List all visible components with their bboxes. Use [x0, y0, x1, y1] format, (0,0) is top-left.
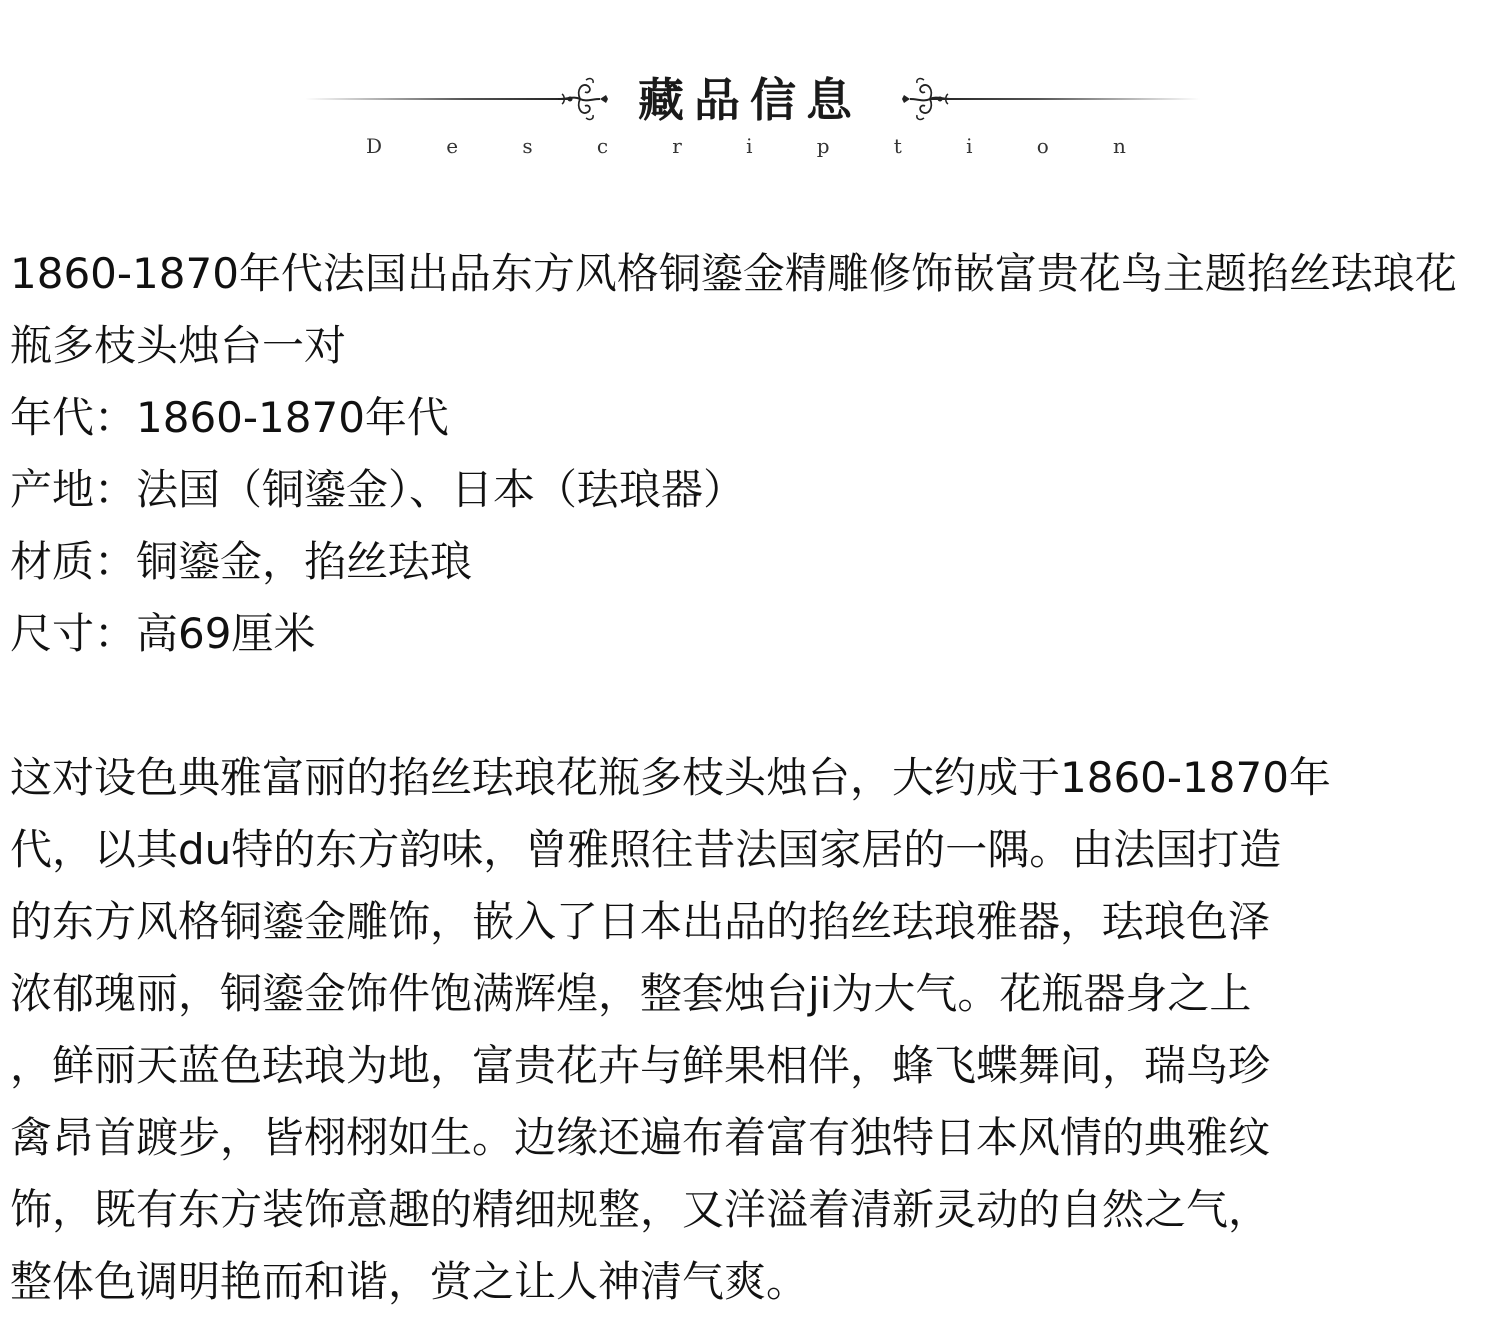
subtitle-letter: t	[893, 134, 902, 158]
section-header	[0, 60, 1500, 170]
subtitle-letter: r	[672, 134, 682, 158]
right-divider-line	[930, 98, 1200, 100]
subtitle-letter: i	[966, 134, 973, 158]
subtitle-letter: o	[1036, 134, 1049, 158]
subtitle-letter: c	[596, 134, 609, 158]
product-origin: 产地：法国（铜鎏金）、日本（珐琅器）	[10, 465, 746, 514]
subtitle-letter: D	[366, 134, 383, 158]
section-title: 藏品信息	[638, 73, 862, 127]
subtitle-letter: i	[746, 134, 753, 158]
product-size: 尺寸：高69厘米	[10, 609, 316, 658]
product-era: 年代：1860-1870年代	[10, 393, 449, 442]
subtitle-letter: n	[1112, 134, 1126, 158]
product-material: 材质：铜鎏金，掐丝珐琅	[10, 537, 473, 586]
subtitle-letter: p	[816, 134, 830, 158]
subtitle-letter: s	[522, 134, 533, 158]
product-info	[10, 238, 1490, 670]
subtitle-letter: e	[446, 134, 459, 158]
product-title: 1860-1870年代法国出品东方风格铜鎏金精雕修饰嵌富贵花鸟主题掐丝珐琅花瓶多枝头烛台一对	[10, 249, 1457, 370]
section-subtitle	[366, 132, 1126, 160]
product-description: 这对设色典雅富丽的掐丝珐琅花瓶多枝头烛台，大约成于1860-1870年 代，以其du特的东方韵味，曾雅照往昔法国家居的一隅。由法国打造 的东方风格铜鎏金雕饰，嵌入了日本出品的掐丝珐琅雅器，珐琅色泽 浓郁瑰丽，铜鎏金饰件饱满辉煌，整套烛台ji为大气。花瓶器身之上 ，鲜丽天蓝色珐琅为地，富贵花卉与鲜果相伴，蜂飞蝶舞间，瑞鸟珍 禽昂首踱步，皆栩栩如生。边缘还遍布着富有独特日本风情的典雅纹 饰，既有东方装饰意趣的精细规整，又洋溢着清新灵动的自然之气， 整体色调明艳而和谐，赏之让人神清气爽。	[10, 753, 1331, 1306]
